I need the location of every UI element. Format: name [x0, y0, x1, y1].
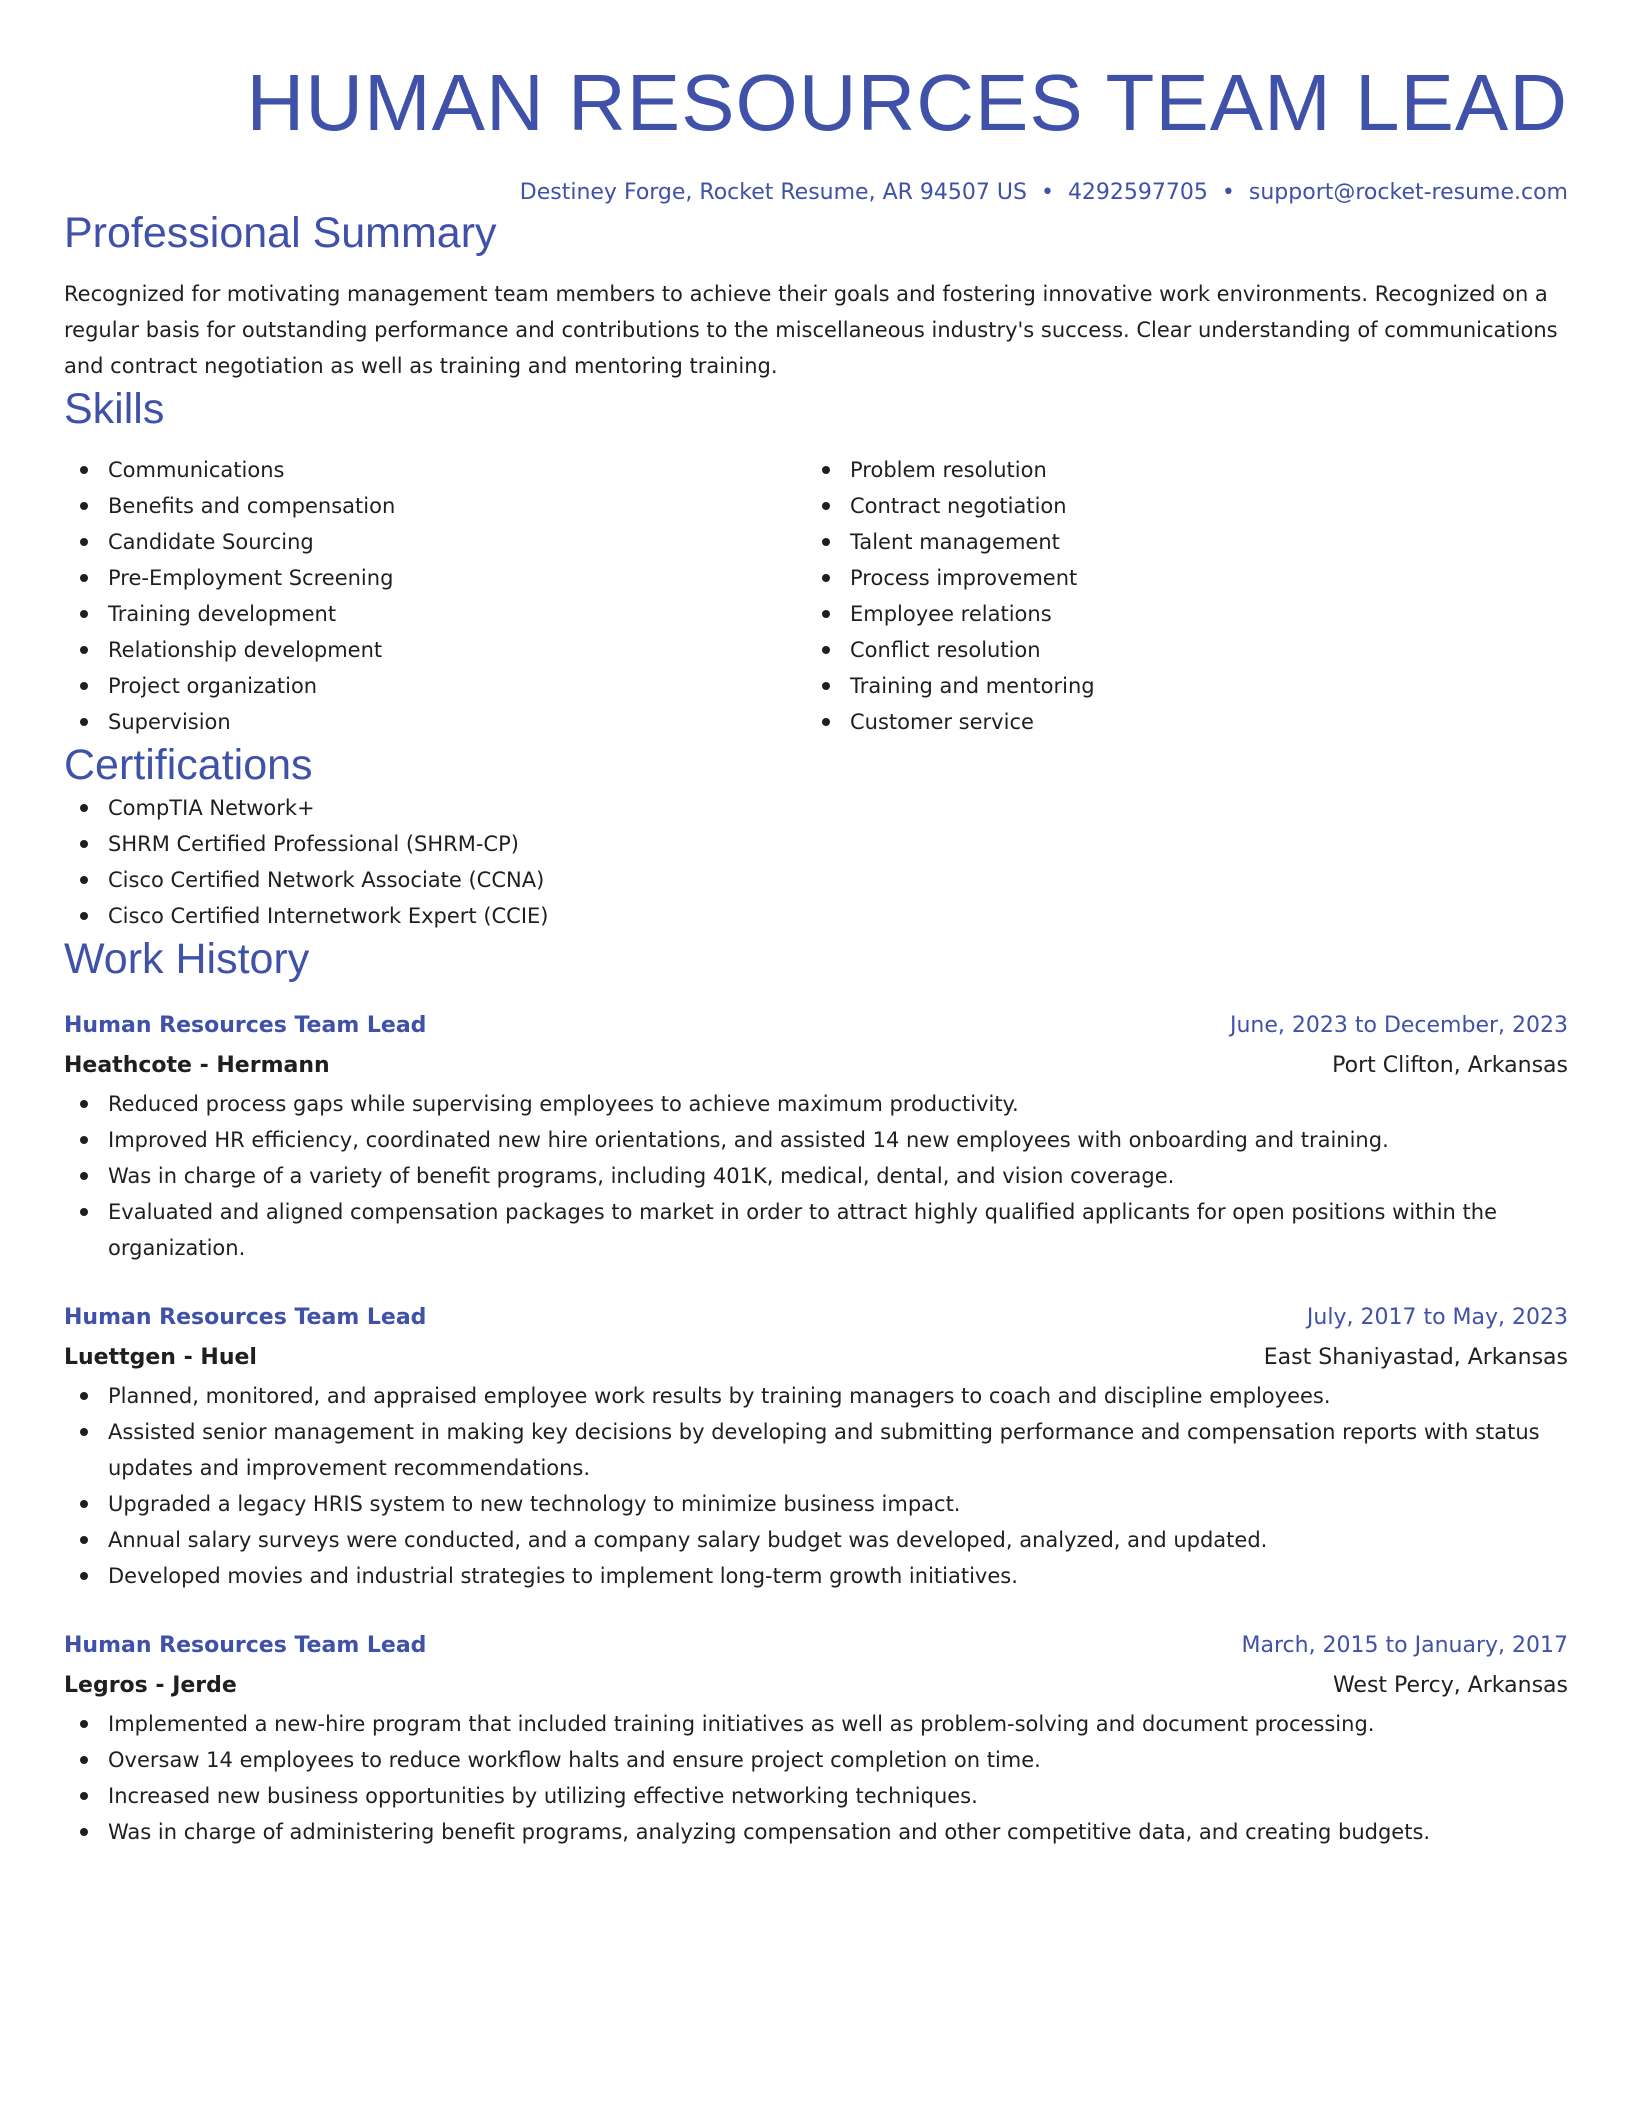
job-bullet-list	[64, 1706, 1568, 1850]
skills-grid	[64, 452, 1568, 740]
job-title: Human Resources Team Lead	[64, 1305, 427, 1330]
job-bullet: Upgraded a legacy HRIS system to new technology to minimize business impact.	[64, 1486, 1568, 1522]
skill-item: Training and mentoring	[806, 668, 1548, 704]
job-entry	[64, 1298, 1568, 1594]
job-header-row	[64, 1298, 1568, 1338]
skill-item: Supervision	[64, 704, 806, 740]
skills-list-right	[806, 452, 1548, 740]
certification-item: SHRM Certified Professional (SHRM-CP)	[64, 826, 1568, 862]
contact-line	[64, 178, 1568, 208]
resume-page	[64, 0, 1568, 1850]
job-bullet: Implemented a new-hire program that included training initiatives as well as problem-solving and document processing.	[64, 1706, 1568, 1742]
job-bullet: Developed movies and industrial strategies to implement long-term growth initiatives.	[64, 1558, 1568, 1594]
job-title: Human Resources Team Lead	[64, 1633, 427, 1658]
job-title: Human Resources Team Lead	[64, 1013, 427, 1038]
certification-item: Cisco Certified Network Associate (CCNA)	[64, 862, 1568, 898]
job-dates: June, 2023 to December, 2023	[1229, 1013, 1568, 1038]
job-bullet: Assisted senior management in making key decisions by developing and submitting performance and compensation reports with status updates and improvement recommendations.	[64, 1414, 1568, 1486]
job-bullet: Planned, monitored, and appraised employee work results by training managers to coach and discipline employees.	[64, 1378, 1568, 1414]
work-history-list	[64, 1006, 1568, 1850]
skill-item: Pre-Employment Screening	[64, 560, 806, 596]
job-header-row	[64, 1626, 1568, 1666]
contact-phone: 4292597705	[1067, 180, 1208, 205]
skill-item: Communications	[64, 452, 806, 488]
job-bullet: Annual salary surveys were conducted, and a company salary budget was developed, analyzed, and updated.	[64, 1522, 1568, 1558]
contact-separator: •	[1040, 180, 1054, 205]
job-location: Port Clifton, Arkansas	[1332, 1053, 1568, 1078]
job-company: Luettgen - Huel	[64, 1345, 257, 1370]
job-bullet-list	[64, 1378, 1568, 1594]
job-bullet: Improved HR efficiency, coordinated new hire orientations, and assisted 14 new employees with onboarding and training.	[64, 1122, 1568, 1158]
job-bullet: Was in charge of a variety of benefit programs, including 401K, medical, dental, and vision coverage.	[64, 1158, 1568, 1194]
job-bullet: Increased new business opportunities by utilizing effective networking techniques.	[64, 1778, 1568, 1814]
contact-separator: •	[1221, 180, 1235, 205]
job-header-row	[64, 1006, 1568, 1046]
certifications-list	[64, 790, 1568, 934]
skill-item: Employee relations	[806, 596, 1548, 632]
summary-heading: Professional Summary	[64, 209, 497, 257]
skill-item: Project organization	[64, 668, 806, 704]
job-location: East Shaniyastad, Arkansas	[1263, 1345, 1568, 1370]
certification-item: CompTIA Network+	[64, 790, 1568, 826]
job-bullet: Was in charge of administering benefit programs, analyzing compensation and other competitive data, and creating budgets.	[64, 1814, 1568, 1850]
job-bullet: Evaluated and aligned compensation packages to market in order to attract highly qualified applicants for open positions within the organization.	[64, 1194, 1568, 1266]
job-company-row	[64, 1338, 1568, 1378]
skills-list-left	[64, 452, 806, 740]
job-bullet: Oversaw 14 employees to reduce workflow halts and ensure project completion on time.	[64, 1742, 1568, 1778]
page-title: HUMAN RESOURCES TEAM LEAD	[246, 58, 1568, 147]
skills-heading: Skills	[64, 385, 165, 433]
job-location: West Percy, Arkansas	[1332, 1673, 1568, 1698]
job-bullet: Reduced process gaps while supervising employees to achieve maximum productivity.	[64, 1086, 1568, 1122]
contact-email: support@rocket-resume.com	[1248, 180, 1568, 205]
skill-item: Candidate Sourcing	[64, 524, 806, 560]
job-company-row	[64, 1046, 1568, 1086]
skill-item: Process improvement	[806, 560, 1548, 596]
job-dates: March, 2015 to January, 2017	[1241, 1633, 1568, 1658]
contact-address: Destiney Forge, Rocket Resume, AR 94507 US	[519, 180, 1027, 205]
job-bullet-list	[64, 1086, 1568, 1266]
job-dates: July, 2017 to May, 2023	[1306, 1305, 1568, 1330]
skill-item: Customer service	[806, 704, 1548, 740]
skill-item: Training development	[64, 596, 806, 632]
skill-item: Problem resolution	[806, 452, 1548, 488]
job-company: Legros - Jerde	[64, 1673, 237, 1698]
skill-item: Conflict resolution	[806, 632, 1548, 668]
skill-item: Relationship development	[64, 632, 806, 668]
job-entry	[64, 1626, 1568, 1850]
skill-item: Benefits and compensation	[64, 488, 806, 524]
job-company: Heathcote - Hermann	[64, 1053, 330, 1078]
job-company-row	[64, 1666, 1568, 1706]
certifications-heading: Certifications	[64, 741, 313, 789]
certification-item: Cisco Certified Internetwork Expert (CCIE)	[64, 898, 1568, 934]
skill-item: Contract negotiation	[806, 488, 1548, 524]
job-entry	[64, 1006, 1568, 1266]
skill-item: Talent management	[806, 524, 1548, 560]
summary-text: Recognized for motivating management team members to achieve their goals and fostering innovative work environments. Recognized on a regular basis for outstanding performance and contributions to the miscellaneous industry's success. Clear understanding of communications and contract negotiation as well as training and mentoring training.	[64, 282, 1558, 378]
work-history-heading: Work History	[64, 935, 310, 983]
